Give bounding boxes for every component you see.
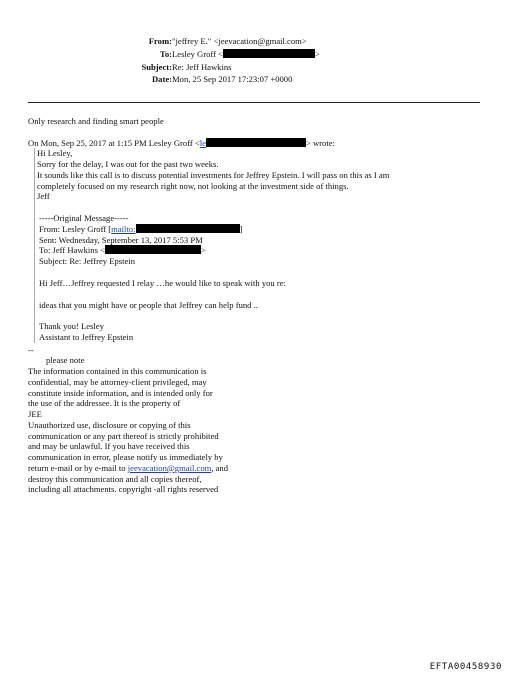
- footer-email-line: [28, 463, 468, 474]
- original-subject: Subject: Re: Jeffrey Epstein: [39, 256, 136, 267]
- to-tail: >: [314, 48, 320, 59]
- footer-line: including all attachments. copyright -all rights reserved: [28, 484, 219, 495]
- reply-line: Sorry for the delay, I was out for the past two weeks.: [37, 159, 219, 170]
- footer-dashes: --: [28, 344, 34, 355]
- original-body-line: ideas that you might have or people that Jeffrey can help fund ..: [39, 299, 258, 310]
- original-from: [39, 224, 468, 235]
- subject-row: [0, 62, 512, 75]
- from-row: [0, 36, 512, 49]
- quote-header: [28, 138, 468, 149]
- quoted-reply: [34, 148, 468, 342]
- date-label: Date:: [151, 74, 172, 85]
- to-value-wrap: [172, 49, 320, 60]
- quote-header-link[interactable]: le: [199, 137, 206, 148]
- footer-note: please note: [46, 355, 85, 366]
- confidentiality-footer: [28, 345, 468, 495]
- footer-line: The information contained in this communication is: [28, 366, 207, 377]
- quote-header-post: > wrote:: [305, 137, 335, 148]
- reply-line: Jeff: [37, 191, 50, 202]
- to-label: To:: [159, 48, 172, 59]
- email-body: [28, 116, 468, 495]
- reply-line: completely focused on my research right now, not looking at the investment side of things.: [37, 180, 349, 191]
- footer-line: Unauthorized use, disclosure or copying of this: [28, 419, 191, 430]
- footer-email-post: , and: [211, 462, 229, 473]
- quote-header-pre: On Mon, Sep 25, 2017 at 1:15 PM Lesley Groff <: [28, 137, 200, 148]
- intro-line: Only research and finding smart people: [28, 116, 164, 126]
- original-to-pre: To: Jeff Hawkins <: [39, 245, 105, 256]
- redaction-bar: [206, 138, 306, 147]
- reply-line: Hi Lesley,: [37, 148, 73, 159]
- original-message: [39, 213, 468, 343]
- footer-line: the use of the addressee. It is the property of: [28, 398, 181, 409]
- original-sent: Sent: Wednesday, September 13, 2017 5:53 PM: [39, 234, 203, 245]
- footer-email-link[interactable]: jeevacation@gmail.com: [127, 462, 212, 473]
- original-message-title: -----Original Message-----: [39, 213, 129, 224]
- to-row: [0, 49, 512, 62]
- footer-line: communication or any part thereof is strictly prohibited: [28, 430, 219, 441]
- subject-value: Re: Jeff Hawkins: [172, 61, 232, 72]
- original-to: [39, 245, 468, 256]
- footer-email-pre: return e-mail or by e-mail to: [28, 462, 128, 473]
- subject-label: Subject:: [141, 61, 172, 72]
- signature-line: Thank you! Lesley: [39, 321, 104, 332]
- redaction-bar: [136, 224, 240, 233]
- original-body-line: Hi Jeff…Jeffrey requested I relay …he would like to speak with you re:: [39, 277, 286, 288]
- date-row: [0, 74, 512, 87]
- header-divider: [28, 102, 480, 103]
- signature-line: Assistant to Jeffrey Epstein: [39, 332, 134, 343]
- redaction-bar: [223, 49, 315, 58]
- original-from-pre: From: Lesley Groff [: [39, 223, 112, 234]
- footer-line: communication in error, please notify us immediately by: [28, 452, 223, 463]
- footer-line: constitute inside information, and is intended only for: [28, 387, 213, 398]
- from-label: From:: [148, 36, 172, 46]
- footer-line: JEE: [28, 409, 42, 420]
- email-header: [0, 36, 512, 87]
- footer-line: destroy this communication and all copies thereof,: [28, 473, 202, 484]
- date-value: Mon, 25 Sep 2017 17:23:07 +0000: [172, 74, 293, 85]
- original-from-link[interactable]: mailto:: [111, 223, 136, 234]
- footer-line: and may be unlawful. If you have received this: [28, 441, 190, 452]
- from-value: "jeffrey E." <jeevacation@gmail.com>: [172, 36, 307, 46]
- original-from-post: ]: [239, 223, 243, 234]
- redaction-bar: [105, 245, 201, 254]
- bates-number: EFTA00458930: [429, 662, 502, 672]
- to-value: Lesley Groff <: [172, 48, 223, 59]
- footer-line: confidential, may be attorney-client privileged, may: [28, 376, 207, 387]
- original-to-post: >: [200, 245, 206, 256]
- reply-line: It sounds like this call is to discuss potential investments for Jeffrey Epstein. I will pass on this as I am: [37, 169, 390, 180]
